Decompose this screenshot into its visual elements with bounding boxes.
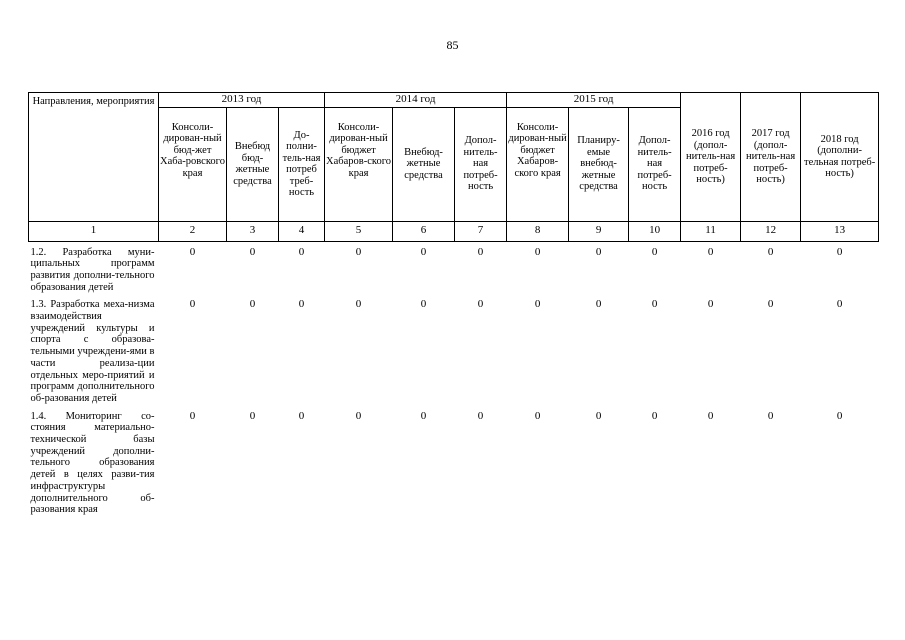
row-direction: 1.4. Мониторинг со-стояния материально-технической базы учреждений дополни-тельного образования детей в целях разви-тия инфраструктуры дополнительного об-разования края — [30, 410, 155, 516]
row-value: 0 — [767, 245, 774, 258]
row-value: 0 — [298, 298, 305, 311]
row-value: 0 — [298, 409, 305, 422]
row-value: 0 — [420, 245, 427, 258]
header-year-2017: 2017 год (допол-нитель-ная потреб-ность) — [741, 93, 801, 222]
row-value: 0 — [836, 298, 843, 311]
page-number: 85 — [446, 38, 459, 52]
row-value: 0 — [534, 298, 541, 311]
row-value: 0 — [707, 409, 714, 422]
row-value: 0 — [534, 245, 541, 258]
column-number: 6 — [393, 221, 455, 241]
row-value: 0 — [836, 409, 843, 422]
row-value: 0 — [534, 409, 541, 422]
row-value: 0 — [651, 245, 658, 258]
row-value: 0 — [595, 409, 602, 422]
row-value: 0 — [355, 409, 362, 422]
row-value: 0 — [249, 298, 256, 311]
table-row — [29, 406, 879, 517]
header-2015-additional: Допол-нитель-ная потреб-ность — [629, 107, 681, 221]
row-value: 0 — [595, 298, 602, 311]
header-directions: Направления, мероприятия — [29, 93, 159, 222]
column-number: 8 — [507, 221, 569, 241]
funding-table — [28, 92, 879, 517]
row-value: 0 — [477, 245, 484, 258]
row-value: 0 — [355, 298, 362, 311]
column-number: 2 — [159, 221, 227, 241]
column-number: 1 — [29, 221, 159, 241]
header-2014-additional: Допол-нитель-ная потреб-ность — [455, 107, 507, 221]
row-value: 0 — [477, 409, 484, 422]
row-value: 0 — [189, 298, 196, 311]
column-number: 12 — [741, 221, 801, 241]
row-value: 0 — [298, 245, 305, 258]
table-row — [29, 241, 879, 294]
header-2014-extrabudget: Внебюд-жетные средства — [393, 107, 455, 221]
column-number: 13 — [801, 221, 879, 241]
row-value: 0 — [767, 409, 774, 422]
column-number: 4 — [279, 221, 325, 241]
header-row-years — [29, 93, 879, 108]
row-value: 0 — [651, 409, 658, 422]
header-2013-extrabudget: Внебюд бюд-жетные средства — [227, 107, 279, 221]
row-value: 0 — [836, 245, 843, 258]
column-number: 11 — [681, 221, 741, 241]
header-year-2016: 2016 год (допол-нитель-ная потреб-ность) — [681, 93, 741, 222]
column-number: 10 — [629, 221, 681, 241]
header-2014-consolidated: Консоли-дирован-ный бюджет Хабаров-ского края — [325, 107, 393, 221]
row-value: 0 — [249, 245, 256, 258]
row-direction: 1.2. Разработка муни-ципальных программ развития дополни-тельного образования детей — [30, 246, 155, 293]
row-value: 0 — [767, 298, 774, 311]
header-year-2015: 2015 год — [507, 93, 681, 108]
row-value: 0 — [595, 245, 602, 258]
row-value: 0 — [707, 245, 714, 258]
row-value: 0 — [651, 298, 658, 311]
column-number: 9 — [569, 221, 629, 241]
row-value: 0 — [707, 298, 714, 311]
row-value: 0 — [189, 409, 196, 422]
header-2013-additional: До-полни-тель-ная потреб треб-ность — [279, 107, 325, 221]
header-2015-consolidated: Консоли-дирован-ный бюджет Хабаров-ского края — [507, 107, 569, 221]
header-year-2018: 2018 год (дополни-тельная потреб-ность) — [801, 93, 879, 222]
column-numbers-row — [29, 221, 879, 241]
row-value: 0 — [355, 245, 362, 258]
row-value: 0 — [249, 409, 256, 422]
header-2013-consolidated: Консоли-дирован-ный бюд-жет Хаба-ровского края — [159, 107, 227, 221]
header-year-2014: 2014 год — [325, 93, 507, 108]
row-value: 0 — [189, 245, 196, 258]
table-row — [29, 294, 879, 405]
column-number: 3 — [227, 221, 279, 241]
row-value: 0 — [420, 409, 427, 422]
row-value: 0 — [477, 298, 484, 311]
row-value: 0 — [420, 298, 427, 311]
header-2015-planned-extrabudget: Планиру-емые внебюд-жетные средства — [569, 107, 629, 221]
column-number: 7 — [455, 221, 507, 241]
row-direction: 1.3. Разработка меха-низма взаимодействия учреждений культуры и спорта с образова-тельными учреждени-ями в части реализа-ции отдельных меро-приятий и программ дополнительного об-разования детей — [30, 299, 155, 404]
column-number: 5 — [325, 221, 393, 241]
header-year-2013: 2013 год — [159, 93, 325, 108]
